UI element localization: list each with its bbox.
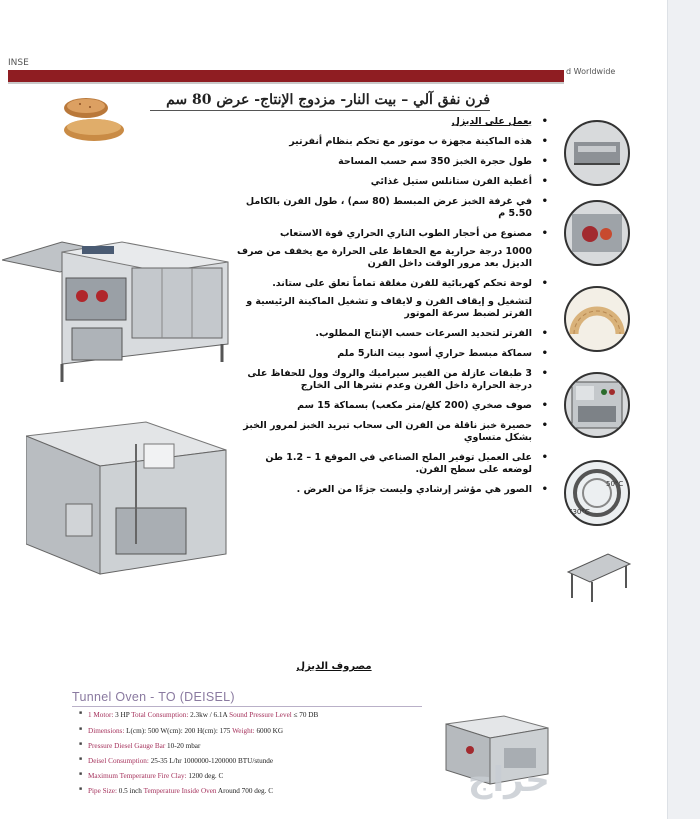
list-item: لتشغيل و إيقاف الفرن و لايقاف و تشغيل الماكينة الرئيسية و الفرتر لضبط سرعة الموتور — [246, 296, 532, 319]
spec-row: ■ Pipe Size: 0.5 inch Temperature Inside Oven Around 700 deg. C — [88, 787, 273, 795]
header-divider — [8, 82, 564, 84]
list-item: • يعمل على الديزل — [236, 116, 548, 128]
scrollbar[interactable] — [667, 0, 700, 819]
tunnel-oven-photo-top — [2, 232, 234, 390]
consumption-title: مصروف الديزل — [296, 661, 372, 672]
list-item: • مصنوع من أحجار الطوب الناري الحراري قوة الاستعاب — [236, 228, 548, 240]
list-item: • طول حجرة الخبز 350 سم حسب المساحة — [236, 156, 548, 168]
gauge-label-50: 50°C — [606, 480, 624, 488]
page-title: فرن نفق آلي – بيت النار- مزدوج الإنتاج- عرض 80 سم — [166, 92, 490, 108]
conveyor-detail-icon — [564, 120, 630, 186]
spec-divider — [72, 706, 422, 707]
conveyor-frame-icon — [564, 548, 634, 604]
spec-title: Tunnel Oven - TO (DEISEL) — [72, 690, 235, 704]
list-item: 1000 درجة حرارية مع الحفاظ على الحرارة مع يخفف من صرف الديزل بعد مرور الوقت داخل الفرن — [237, 246, 532, 269]
list-item: • هذه الماكينة مجهزة ب موتور مع تحكم بنظام أنفرتير — [236, 136, 548, 148]
gauge-label-730: 730°C — [568, 508, 590, 516]
header-red-bar — [8, 70, 564, 82]
tunnel-oven-photo-bottom — [26, 414, 236, 580]
spec-row: ■ Deisel Consumption: 25-35 L/hr 1000000-1200000 BTU/stunde — [88, 757, 273, 765]
list-item: • صوف صخري (200 كلغ/متر مكعب) بسماكة 15 سم — [236, 400, 548, 412]
list-item: • حصيرة خبز ناقلة من الفرن الى سحاب تبريد الخبز لمرور الخبز بشكل متساوي — [236, 420, 548, 444]
title-underline — [150, 110, 490, 111]
spec-row: ■ 1 Motor: 3 HP Total Consumption: 2.3kw / 6.1A Sound Pressure Level ≤ 70 DB — [88, 711, 318, 719]
control-panel-icon — [564, 372, 630, 438]
header-left-text: INSE — [8, 58, 29, 68]
list-item: • على العميل توفير الملح الصناعي في الموقع 1 – 1.2 طن لوضعه على سطح الفرن. — [236, 452, 548, 476]
list-item: • في غرفة الخبز عرض المبسط (80 سم) ، طول الفرن بالكامل 5.50 م — [236, 196, 548, 220]
bread-icon — [60, 94, 126, 144]
list-item: • لوحة تحكم كهربائية للفرن مغلقة تماماً تعلق على ستاند. — [236, 278, 548, 290]
spec-row: ■ Maximum Temperature Fire Clay: 1200 deg. C — [88, 772, 223, 780]
list-item: • الصور هي مؤشر إرشادي وليست جزءًا من العرض . — [236, 484, 548, 496]
list-item: • الفرتر لتحديد السرعات حسب الإنتاج المطلوب. — [236, 328, 548, 340]
list-item: • سماكة مبسط حراري أسود بيت النار5 ملم — [236, 348, 548, 360]
spec-row: ■ Pressure Diesel Gauge Bar 10-20 mbar — [88, 742, 200, 750]
feature-list — [236, 116, 548, 504]
burner-detail-icon — [564, 200, 630, 266]
list-item: • 3 طبقات عازلة من الفيبر سيراميك والروك وول للحفاظ على درجة الحرارة داخل الفرن وعدم نشرها الى الخارج — [236, 368, 548, 392]
firebrick-arch-icon — [564, 286, 630, 352]
header-right-text: d Worldwide — [566, 67, 616, 76]
temperature-gauge-icon — [564, 460, 630, 526]
spec-row: ■ Dimensions: L(cm): 500 W(cm): 200 H(cm): 175 Weight: 6000 KG — [88, 727, 283, 735]
site-watermark: حراج — [468, 760, 550, 800]
list-item: • أغطية الفرن ستانلس ستيل غذائي — [236, 176, 548, 188]
